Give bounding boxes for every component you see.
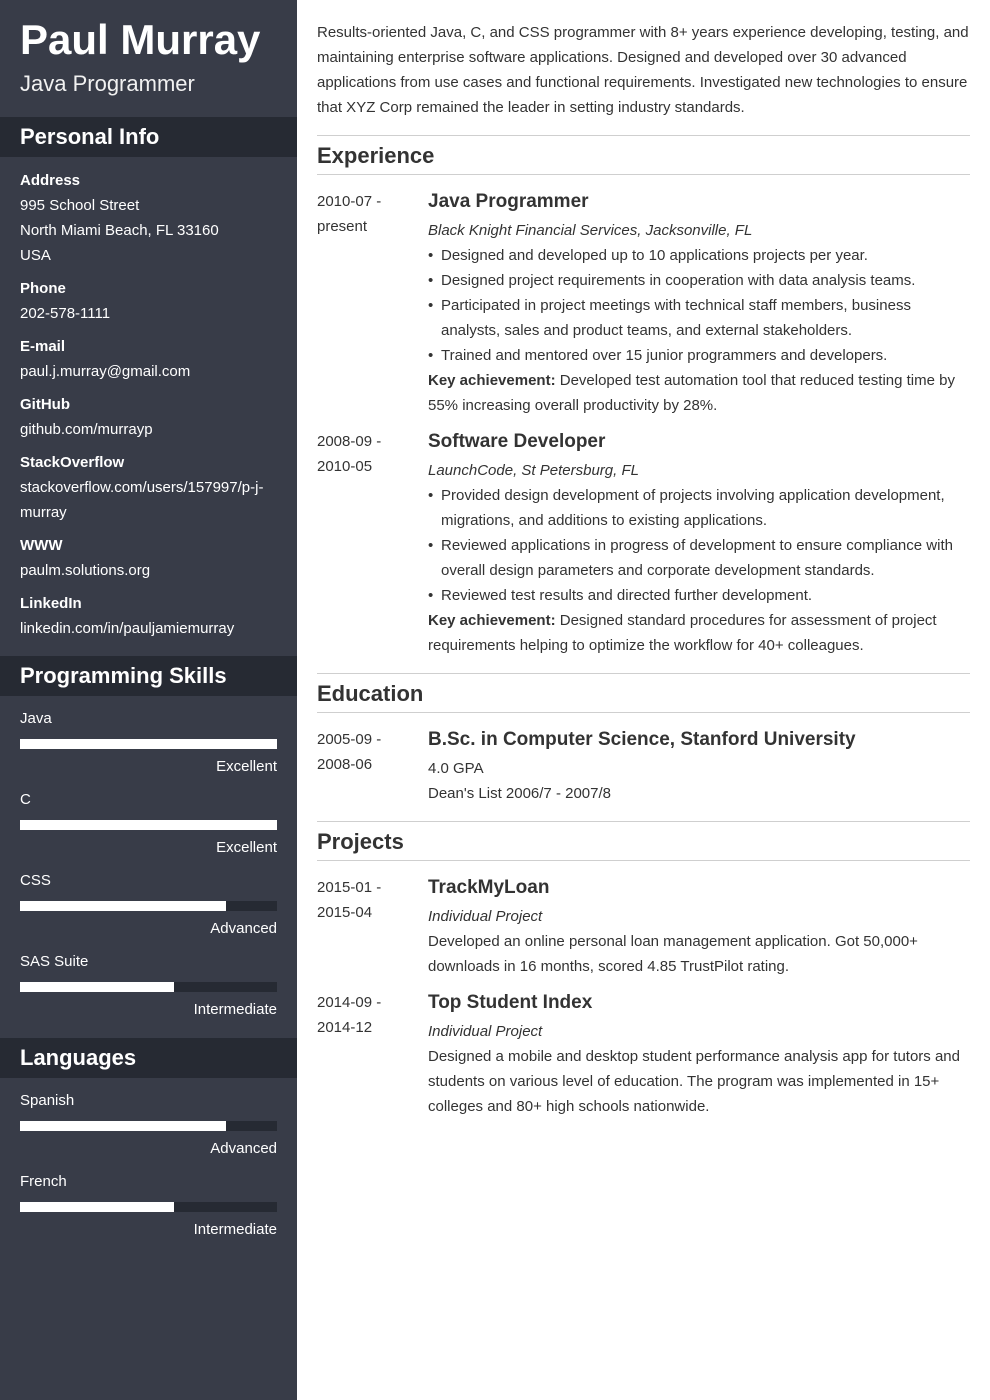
- date-start: 2010-07 -: [317, 193, 382, 210]
- entry-title: Software Developer: [428, 431, 606, 452]
- education-detail: Dean's List 2006/7 - 2007/8: [428, 785, 611, 802]
- summary-paragraph: Results-oriented Java, C, and CSS programmer with 8+ years experience developing, testing, and maintaining enterprise software applications. Designed and developed over 30 advanced applications from use cases and functional requirements. Investigated new technologies to ensure that XYZ Corp remained the leader in setting industry standards.: [317, 24, 969, 116]
- key-achievement: [428, 608, 970, 658]
- key-achievement-text: Designed standard procedures for assessment of project requirements helping to optimize the workflow for 40+ colleagues.: [428, 612, 937, 654]
- date-end: 2010-05: [317, 458, 373, 475]
- entry-body: [428, 429, 970, 658]
- entry-organization: LaunchCode, St Petersburg, FL: [428, 462, 639, 479]
- language-level: Advanced: [210, 1140, 277, 1157]
- entry-bullets: [428, 243, 970, 368]
- skill-level: Excellent: [216, 758, 277, 775]
- info-label: LinkedIn: [20, 595, 82, 612]
- language-bar: [20, 1202, 277, 1212]
- info-value: linkedin.com/in/pauljamiemurray: [20, 620, 235, 637]
- language-bar-fill: [20, 1202, 174, 1212]
- skill-bar: [20, 820, 277, 830]
- skill-name: Java: [20, 710, 52, 727]
- info-label: WWW: [20, 537, 63, 554]
- entry-body: [428, 189, 970, 418]
- language-french: [20, 1172, 277, 1253]
- project-description: Designed a mobile and desktop student performance analysis app for tutors and students on various level of education. The program was implemented in 15+ colleges and 80+ high schools nationwide.: [428, 1048, 960, 1115]
- date-start: 2014-09 -: [317, 994, 382, 1011]
- project-description: Developed an online personal loan management application. Got 50,000+ downloads in 16 months, scored 4.85 TrustPilot rating.: [428, 933, 918, 975]
- projects-heading: Projects: [317, 821, 970, 861]
- info-address: [20, 168, 277, 268]
- info-label: Phone: [20, 280, 66, 297]
- info-phone: [20, 276, 277, 326]
- date-end: 2014-12: [317, 1019, 373, 1036]
- language-name: French: [20, 1173, 67, 1190]
- skill-bar-fill: [20, 982, 174, 992]
- date-end: 2015-04: [317, 904, 373, 921]
- info-label: E-mail: [20, 338, 66, 355]
- info-www: [20, 533, 277, 583]
- language-name: Spanish: [20, 1092, 75, 1109]
- info-value: 995 School Street: [20, 197, 140, 214]
- key-achievement-label: Key achievement:: [428, 612, 556, 629]
- skill-bar: [20, 739, 277, 749]
- bullet-item: • Reviewed applications in progress of development to ensure compliance with overall design parameters and corporate development standards.: [428, 533, 970, 583]
- entry-title: B.Sc. in Computer Science, Stanford University: [428, 729, 856, 750]
- skill-level: Advanced: [210, 920, 277, 937]
- skills-heading: Programming Skills: [0, 656, 297, 696]
- key-achievement-text: Developed test automation tool that reduced testing time by 55% increasing overall productivity by 28%.: [428, 372, 955, 414]
- skill-bar-fill: [20, 820, 277, 830]
- entry-date: [317, 429, 417, 479]
- entry-date: [317, 727, 417, 777]
- skill-sas-suite: [20, 952, 277, 1033]
- bullet-item: • Reviewed test results and directed further development.: [428, 583, 970, 608]
- info-label: GitHub: [20, 396, 70, 413]
- bullet-item: • Provided design development of projects involving application development, migrations, and additions to existing applications.: [428, 483, 970, 533]
- entry-body: [428, 875, 970, 979]
- bullet-item: • Designed and developed up to 10 applications projects per year.: [428, 243, 970, 268]
- key-achievement: [428, 368, 970, 418]
- skill-name: C: [20, 791, 31, 808]
- bullet-item: • Designed project requirements in cooperation with data analysis teams.: [428, 268, 970, 293]
- bullet-item: • Trained and mentored over 15 junior programmers and developers.: [428, 343, 970, 368]
- skill-java: [20, 709, 277, 790]
- date-end: 2008-06: [317, 756, 373, 773]
- skill-bar-fill: [20, 739, 277, 749]
- skill-level: Excellent: [216, 839, 277, 856]
- skill-bar: [20, 901, 277, 911]
- info-github: [20, 392, 277, 442]
- info-value: paul.j.murray@gmail.com: [20, 363, 191, 380]
- entry-title: Java Programmer: [428, 191, 589, 212]
- info-label: StackOverflow: [20, 454, 125, 471]
- entry-organization: Black Knight Financial Services, Jacksonville, FL: [428, 222, 753, 239]
- bullet-item: • Participated in project meetings with technical staff members, business analysts, sales and product teams, and external stakeholders.: [428, 293, 970, 343]
- entry-body: [428, 727, 970, 806]
- entry-date: [317, 990, 417, 1040]
- skill-name: SAS Suite: [20, 953, 89, 970]
- languages-heading: Languages: [0, 1038, 297, 1078]
- info-stackoverflow: [20, 450, 277, 525]
- key-achievement-label: Key achievement:: [428, 372, 556, 389]
- language-bar: [20, 1121, 277, 1131]
- info-value: github.com/murrayp: [20, 421, 153, 438]
- language-spanish: [20, 1091, 277, 1172]
- education-detail: 4.0 GPA: [428, 760, 484, 777]
- info-label: Address: [20, 172, 81, 189]
- info-value: North Miami Beach, FL 33160: [20, 222, 219, 239]
- info-linkedin: [20, 591, 277, 641]
- entry-body: [428, 990, 970, 1119]
- personal-info-list: [20, 168, 277, 649]
- entry-bullets: [428, 483, 970, 608]
- entry-organization: Individual Project: [428, 908, 543, 925]
- date-start: 2005-09 -: [317, 731, 382, 748]
- language-bar-fill: [20, 1121, 226, 1131]
- date-start: 2008-09 -: [317, 433, 382, 450]
- info-value: stackoverflow.com/users/157997/p-j-murray: [20, 479, 264, 521]
- sidebar: [0, 0, 297, 1400]
- info-value: 202-578-1111: [20, 305, 111, 322]
- skill-name: CSS: [20, 872, 51, 889]
- skill-css: [20, 871, 277, 952]
- education-heading: Education: [317, 673, 970, 713]
- entry-date: [317, 875, 417, 925]
- entry-organization: Individual Project: [428, 1023, 543, 1040]
- info-value: paulm.solutions.org: [20, 562, 151, 579]
- candidate-name: Paul Murray: [20, 16, 261, 63]
- info-value: USA: [20, 247, 51, 264]
- skill-level: Intermediate: [193, 1001, 277, 1018]
- entry-date: [317, 189, 417, 239]
- entry-title: Top Student Index: [428, 992, 593, 1013]
- date-end: present: [317, 218, 368, 235]
- personal-info-heading: Personal Info: [0, 117, 297, 157]
- experience-heading: Experience: [317, 135, 970, 175]
- candidate-title: Java Programmer: [20, 71, 195, 96]
- entry-title: TrackMyLoan: [428, 877, 550, 898]
- info-email: [20, 334, 277, 384]
- language-level: Intermediate: [193, 1221, 277, 1238]
- skill-bar-fill: [20, 901, 226, 911]
- skill-c: [20, 790, 277, 871]
- date-start: 2015-01 -: [317, 879, 382, 896]
- skill-bar: [20, 982, 277, 992]
